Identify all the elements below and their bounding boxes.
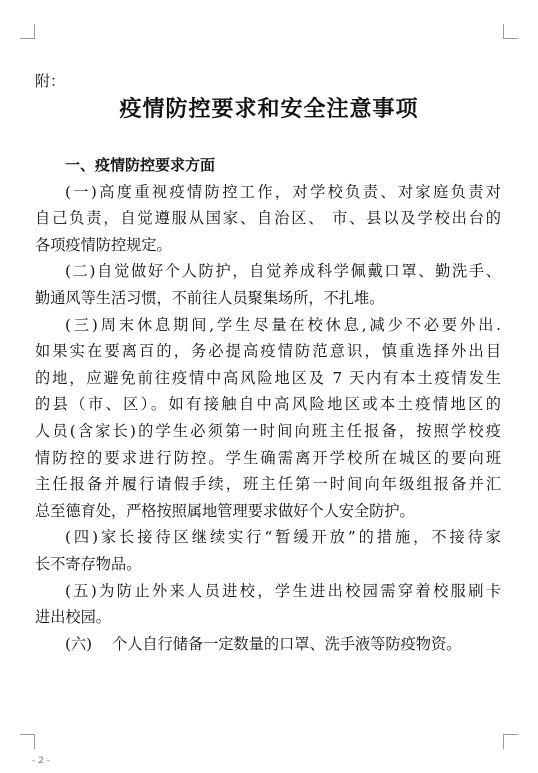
paragraph-line: 人员(含家长)的学生必须第一时间向班主任报备，按照学校疫 (35, 421, 501, 440)
paragraph-line: 的地，应避免前往疫情中高风险地区及 7 天内有本土疫情发生 (35, 368, 501, 387)
attachment-label: 附： (35, 72, 66, 90)
paragraph-line: 勤通风等生活习惯，不前往人员聚集场所，不扎堆。 (35, 288, 385, 307)
paragraph-line: (六) 个人自行储备一定数量的口罩、洗手液等防疫物资。 (65, 634, 462, 653)
section-heading: 一、疫情防控要求方面 (65, 156, 216, 174)
crop-mark-bottom-left (20, 734, 35, 749)
document-title: 疫情防控要求和安全注意事项 (119, 96, 419, 122)
paragraph-line: 各项疫情防控规定。 (35, 235, 172, 254)
paragraph-line: (二)自觉做好个人防护，自觉养成科学佩戴口罩、勤洗手、 (65, 262, 501, 281)
paragraph-line: 的县（市、区）。如有接触自中高风险地区或本土疫情地区的 (35, 395, 501, 414)
paragraph-line: 情防控的要求进行防控。学生确需离开学校所在城区的要向班 (35, 448, 501, 467)
paragraph-line: (三)周末休息期间,学生尽量在校休息,减少不必要外出. (65, 315, 501, 334)
paragraph-line: 主任报备并履行请假手续，班主任第一时间向年级组报备并汇 (35, 475, 501, 494)
crop-mark-top-right (503, 24, 518, 39)
document-body (35, 152, 501, 657)
paragraph-line: 如果实在要离百的，务必提高疫情防范意识，慎重选择外出目 (35, 342, 501, 361)
crop-mark-top-left (20, 24, 35, 39)
crop-mark-bottom-right (503, 734, 518, 749)
paragraph-line: (五)为防止外来人员进校，学生进出校园需穿着校服刷卡 (65, 581, 501, 600)
paragraph-line: 自己负责，自觉遵服从国家、自治区、 市、县以及学校出台的 (35, 209, 501, 228)
page-number: - 2 - (32, 756, 50, 766)
paragraph-line: 长不寄存物品。 (35, 554, 142, 573)
paragraph-line: 进出校园。 (35, 608, 111, 627)
paragraph-line: 总至德育处，严格按照属地管理要求做好个人安全防护。 (35, 501, 415, 520)
paragraph-line: (一)高度重视疫情防控工作，对学校负责、对家庭负责对 (65, 182, 501, 201)
paragraph-line: (四)家长接待区继续实行“暂缓开放”的措施，不接待家 (65, 528, 501, 547)
